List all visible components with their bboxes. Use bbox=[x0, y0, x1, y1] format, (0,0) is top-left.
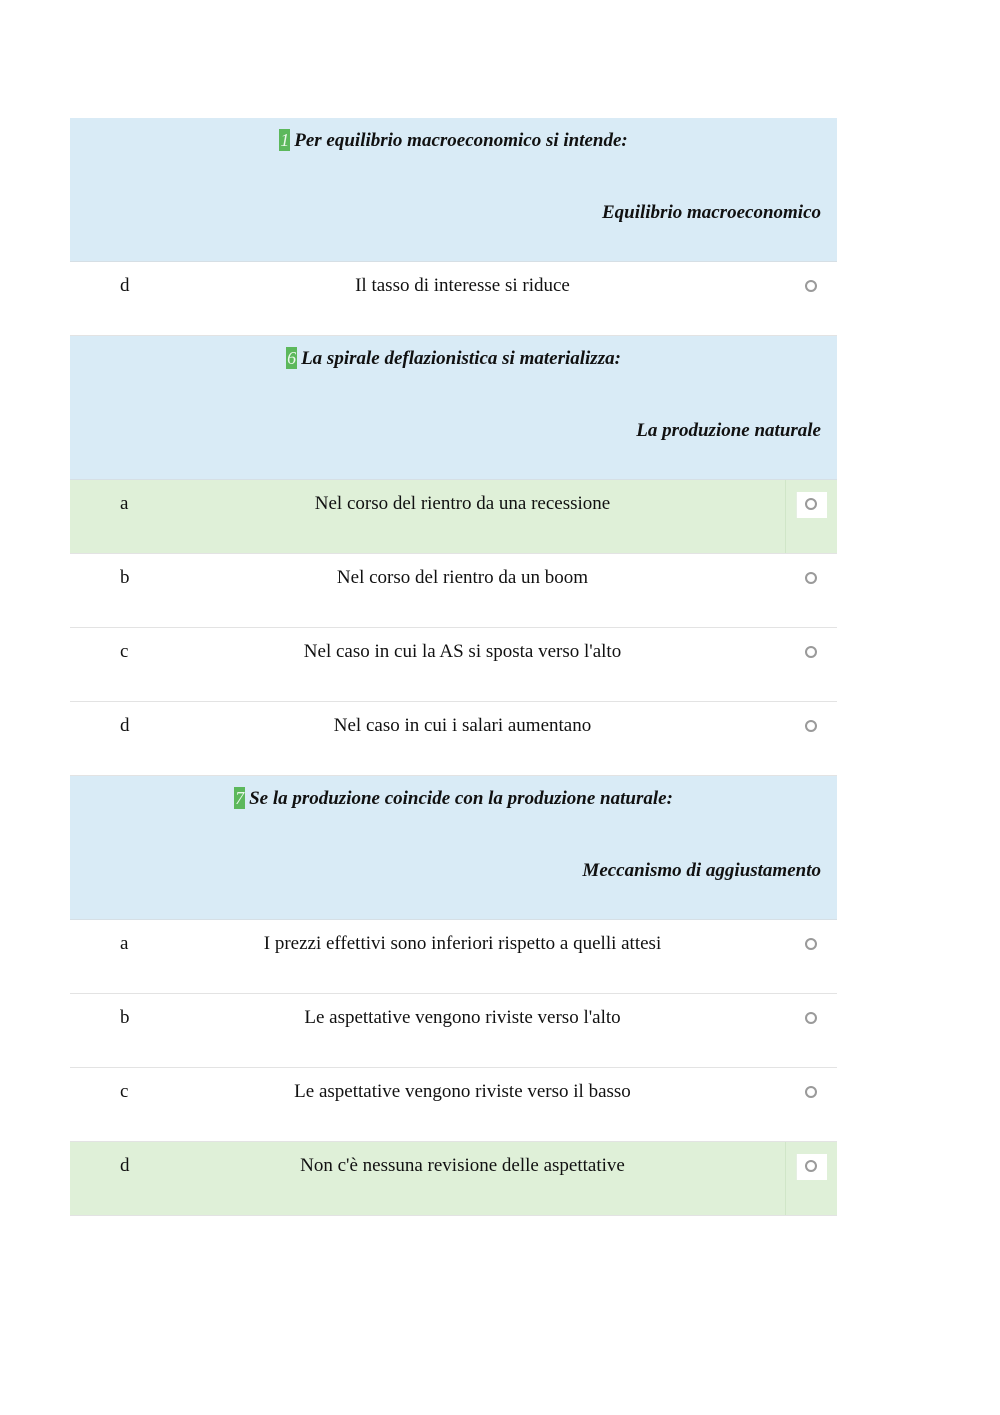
radio-button[interactable] bbox=[805, 938, 817, 950]
question-text: Per equilibrio macroeconomico si intende: bbox=[294, 130, 628, 151]
option-letter: b bbox=[120, 567, 130, 588]
option-letter: d bbox=[120, 275, 130, 296]
question-topic: Meccanismo di aggiustamento bbox=[582, 860, 821, 881]
option-text: Non c'è nessuna revisione delle aspettative bbox=[300, 1155, 625, 1176]
question-number-badge: 7 bbox=[235, 788, 245, 808]
radio-button[interactable] bbox=[805, 720, 817, 732]
option-text: Nel corso del rientro da un boom bbox=[336, 567, 589, 588]
radio-button[interactable] bbox=[805, 498, 817, 510]
option-row bbox=[70, 920, 837, 994]
option-letter: a bbox=[120, 933, 129, 954]
option-radio-cell bbox=[797, 1080, 827, 1106]
question-title bbox=[70, 129, 837, 153]
radio-button[interactable] bbox=[805, 280, 817, 292]
option-row-correct bbox=[70, 480, 837, 554]
option-text: Le aspettative vengono riviste verso l'alto bbox=[304, 1007, 621, 1028]
option-row bbox=[70, 262, 837, 336]
option-radio-cell bbox=[797, 932, 827, 958]
question-header bbox=[70, 776, 837, 920]
option-radio-cell bbox=[796, 492, 827, 518]
option-radio-cell bbox=[797, 1006, 827, 1032]
option-row bbox=[70, 628, 837, 702]
option-text: Il tasso di interesse si riduce bbox=[355, 275, 570, 296]
option-radio-cell bbox=[797, 274, 827, 300]
option-letter: a bbox=[120, 493, 129, 514]
option-letter: c bbox=[120, 641, 129, 662]
option-radio-cell bbox=[797, 640, 827, 666]
option-row bbox=[70, 702, 837, 776]
option-radio-cell bbox=[796, 1154, 827, 1180]
question-text: Se la produzione coincide con la produzione naturale: bbox=[249, 788, 673, 809]
question-header bbox=[70, 118, 837, 262]
option-letter: b bbox=[120, 1007, 130, 1028]
cell-divider bbox=[785, 480, 786, 553]
option-text: I prezzi effettivi sono inferiori rispetto a quelli attesi bbox=[263, 933, 662, 954]
question-topic: Equilibrio macroeconomico bbox=[601, 202, 821, 223]
option-radio-cell bbox=[797, 566, 827, 592]
option-letter: d bbox=[120, 1155, 130, 1176]
option-text: Nel caso in cui i salari aumentano bbox=[333, 715, 592, 736]
radio-button[interactable] bbox=[805, 1012, 817, 1024]
question-number-badge: 1 bbox=[280, 130, 290, 150]
question-title bbox=[70, 787, 837, 811]
option-row bbox=[70, 1068, 837, 1142]
option-text: Nel corso del rientro da una recessione bbox=[314, 493, 611, 514]
quiz-container bbox=[70, 118, 837, 1216]
option-row bbox=[70, 554, 837, 628]
option-letter: d bbox=[120, 715, 130, 736]
radio-button[interactable] bbox=[805, 1160, 817, 1172]
cell-divider bbox=[785, 1142, 786, 1215]
question-topic: La produzione naturale bbox=[636, 420, 821, 441]
question-title bbox=[70, 347, 837, 371]
question-number-badge: 6 bbox=[287, 348, 297, 368]
question-text: La spirale deflazionistica si materializza: bbox=[301, 348, 621, 369]
option-radio-cell bbox=[797, 714, 827, 740]
option-text: Le aspettative vengono riviste verso il basso bbox=[294, 1081, 631, 1102]
option-letter: c bbox=[120, 1081, 129, 1102]
radio-button[interactable] bbox=[805, 572, 817, 584]
option-row-correct bbox=[70, 1142, 837, 1216]
radio-button[interactable] bbox=[805, 646, 817, 658]
option-row bbox=[70, 994, 837, 1068]
option-text: Nel caso in cui la AS si sposta verso l'alto bbox=[303, 641, 622, 662]
question-header bbox=[70, 336, 837, 480]
radio-button[interactable] bbox=[805, 1086, 817, 1098]
